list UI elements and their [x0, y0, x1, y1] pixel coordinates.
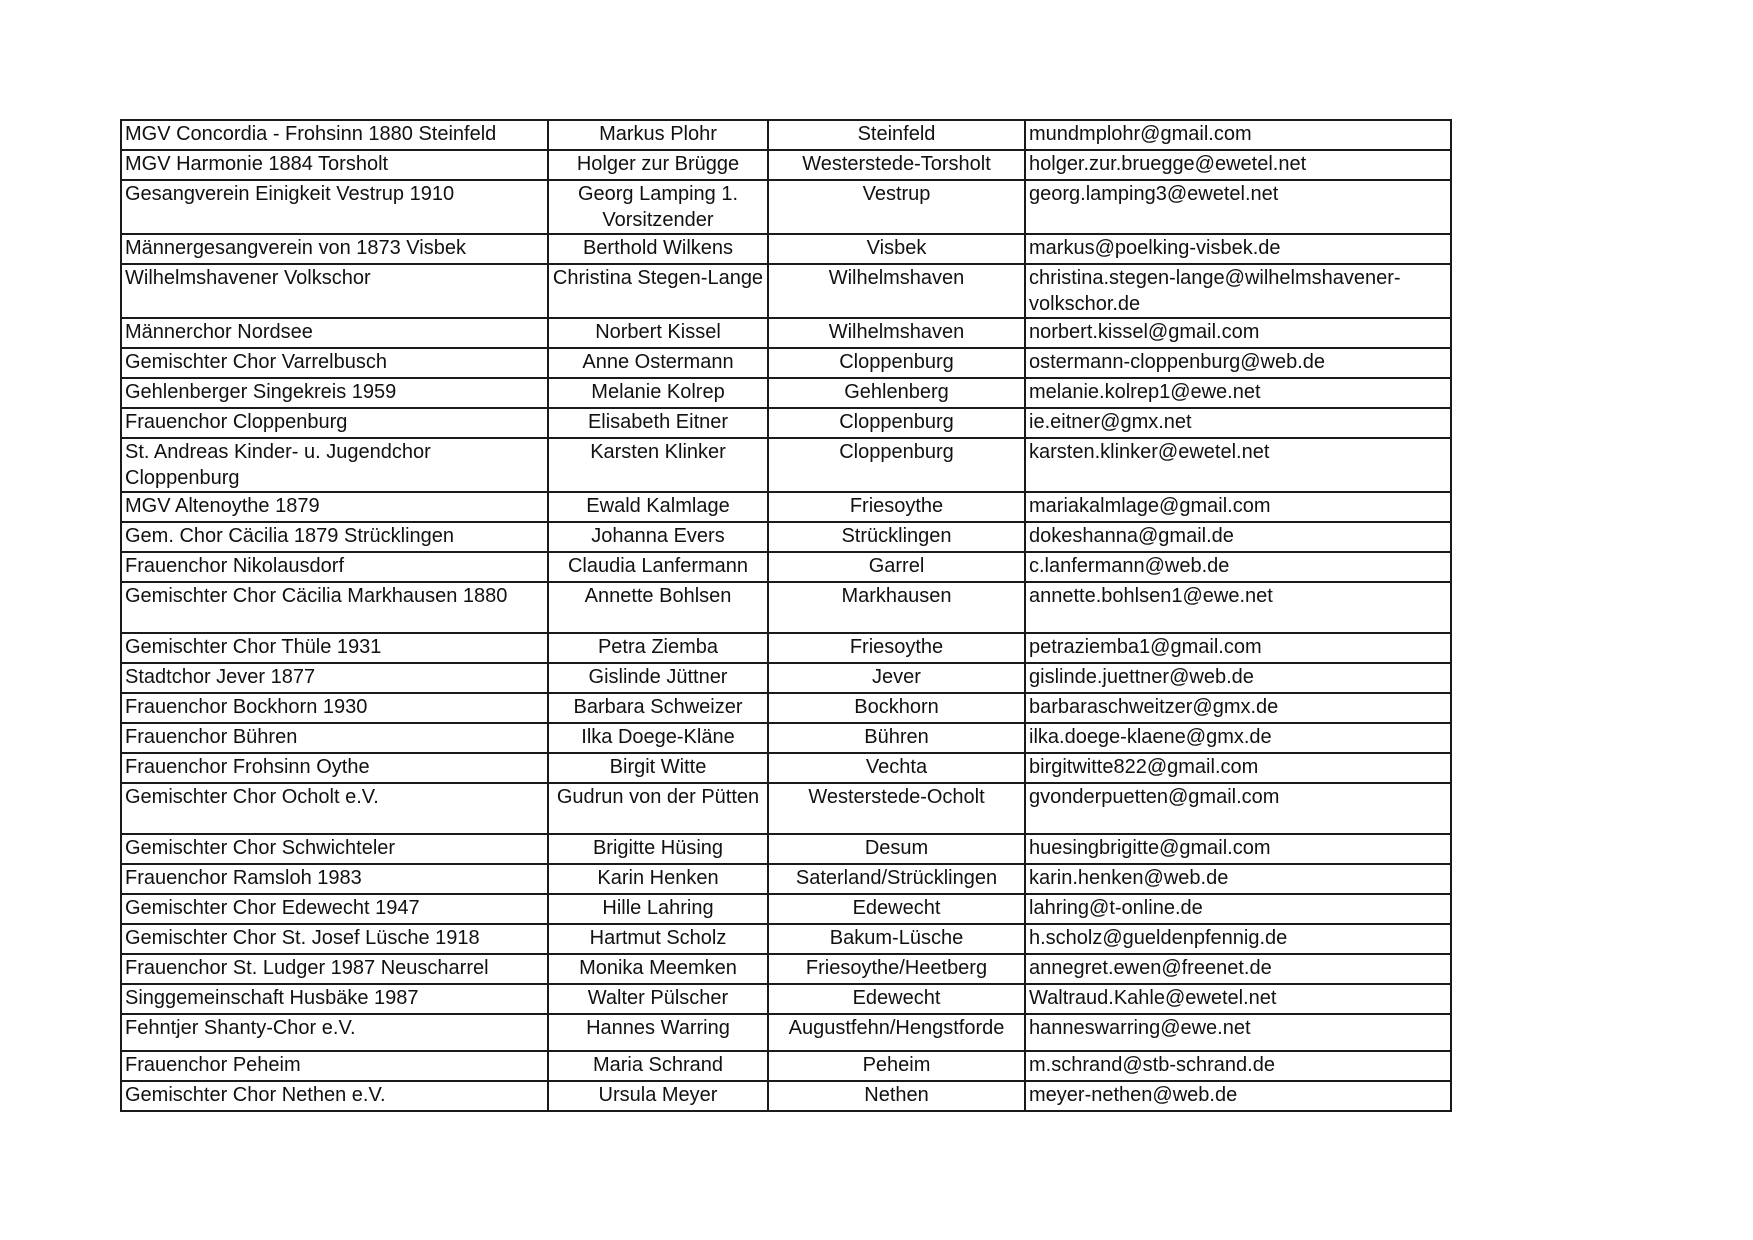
- location-cell: Bakum-Lüsche: [768, 924, 1025, 954]
- choir-name-cell: Gesangverein Einigkeit Vestrup 1910: [121, 180, 548, 234]
- choir-name-cell: Gemischter Chor Thüle 1931: [121, 633, 548, 663]
- choir-name-cell: Frauenchor Bockhorn 1930: [121, 693, 548, 723]
- table-row: [121, 894, 1451, 924]
- email-cell: h.scholz@gueldenpfennig.de: [1025, 924, 1451, 954]
- location-cell: Vestrup: [768, 180, 1025, 234]
- choir-name-cell: Singgemeinschaft Husbäke 1987: [121, 984, 548, 1014]
- table-row: [121, 693, 1451, 723]
- contact-person-cell: Christina Stegen-Lange: [548, 264, 768, 318]
- location-cell: Friesoythe: [768, 633, 1025, 663]
- email-cell: barbaraschweitzer@gmx.de: [1025, 693, 1451, 723]
- contact-person-cell: Hille Lahring: [548, 894, 768, 924]
- choir-name-cell: Gem. Chor Cäcilia 1879 Strücklingen: [121, 522, 548, 552]
- location-cell: Nethen: [768, 1081, 1025, 1111]
- email-cell: ie.eitner@gmx.net: [1025, 408, 1451, 438]
- contact-person-cell: Birgit Witte: [548, 753, 768, 783]
- choir-name-cell: Fehntjer Shanty-Chor e.V.: [121, 1014, 548, 1051]
- table-row: [121, 438, 1451, 492]
- location-cell: Cloppenburg: [768, 408, 1025, 438]
- contact-person-cell: Annette Bohlsen: [548, 582, 768, 633]
- location-cell: Westerstede-Ocholt: [768, 783, 1025, 834]
- table-row: [121, 1051, 1451, 1081]
- email-cell: meyer-nethen@web.de: [1025, 1081, 1451, 1111]
- table-row: [121, 753, 1451, 783]
- table-row: [121, 492, 1451, 522]
- choir-name-cell: Männerchor Nordsee: [121, 318, 548, 348]
- location-cell: Wilhelmshaven: [768, 318, 1025, 348]
- contact-person-cell: Ilka Doege-Kläne: [548, 723, 768, 753]
- choir-name-cell: Gemischter Chor St. Josef Lüsche 1918: [121, 924, 548, 954]
- location-cell: Desum: [768, 834, 1025, 864]
- location-cell: Markhausen: [768, 582, 1025, 633]
- table-row: [121, 264, 1451, 318]
- email-cell: m.schrand@stb-schrand.de: [1025, 1051, 1451, 1081]
- location-cell: Visbek: [768, 234, 1025, 264]
- location-cell: Friesoythe: [768, 492, 1025, 522]
- contact-person-cell: Claudia Lanfermann: [548, 552, 768, 582]
- table-row: [121, 522, 1451, 552]
- contact-person-cell: Gislinde Jüttner: [548, 663, 768, 693]
- choir-contact-table: [120, 119, 1452, 1112]
- contact-person-cell: Ewald Kalmlage: [548, 492, 768, 522]
- email-cell: georg.lamping3@ewetel.net: [1025, 180, 1451, 234]
- location-cell: Gehlenberg: [768, 378, 1025, 408]
- email-cell: ostermann-cloppenburg@web.de: [1025, 348, 1451, 378]
- location-cell: Garrel: [768, 552, 1025, 582]
- contact-person-cell: Georg Lamping 1. Vorsitzender: [548, 180, 768, 234]
- contact-person-cell: Monika Meemken: [548, 954, 768, 984]
- choir-name-cell: Gemischter Chor Schwichteler: [121, 834, 548, 864]
- location-cell: Jever: [768, 663, 1025, 693]
- table-body: [121, 120, 1451, 1111]
- email-cell: holger.zur.bruegge@ewetel.net: [1025, 150, 1451, 180]
- email-cell: norbert.kissel@gmail.com: [1025, 318, 1451, 348]
- choir-name-cell: Gemischter Chor Varrelbusch: [121, 348, 548, 378]
- choir-name-cell: MGV Concordia - Frohsinn 1880 Steinfeld: [121, 120, 548, 150]
- location-cell: Steinfeld: [768, 120, 1025, 150]
- email-cell: c.lanfermann@web.de: [1025, 552, 1451, 582]
- choir-name-cell: Gemischter Chor Ocholt e.V.: [121, 783, 548, 834]
- choir-name-cell: Frauenchor Cloppenburg: [121, 408, 548, 438]
- contact-person-cell: Johanna Evers: [548, 522, 768, 552]
- contact-person-cell: Karsten Klinker: [548, 438, 768, 492]
- email-cell: melanie.kolrep1@ewe.net: [1025, 378, 1451, 408]
- email-cell: annegret.ewen@freenet.de: [1025, 954, 1451, 984]
- choir-name-cell: MGV Altenoythe 1879: [121, 492, 548, 522]
- email-cell: petraziemba1@gmail.com: [1025, 633, 1451, 663]
- contact-person-cell: Anne Ostermann: [548, 348, 768, 378]
- choir-name-cell: Frauenchor Peheim: [121, 1051, 548, 1081]
- table-row: [121, 984, 1451, 1014]
- table-row: [121, 120, 1451, 150]
- location-cell: Cloppenburg: [768, 438, 1025, 492]
- contact-person-cell: Berthold Wilkens: [548, 234, 768, 264]
- contact-person-cell: Melanie Kolrep: [548, 378, 768, 408]
- email-cell: huesingbrigitte@gmail.com: [1025, 834, 1451, 864]
- contact-person-cell: Maria Schrand: [548, 1051, 768, 1081]
- choir-name-cell: Männergesangverein von 1873 Visbek: [121, 234, 548, 264]
- location-cell: Edewecht: [768, 894, 1025, 924]
- choir-name-cell: Frauenchor Nikolausdorf: [121, 552, 548, 582]
- email-cell: ilka.doege-klaene@gmx.de: [1025, 723, 1451, 753]
- contact-person-cell: Barbara Schweizer: [548, 693, 768, 723]
- choir-name-cell: MGV Harmonie 1884 Torsholt: [121, 150, 548, 180]
- contact-person-cell: Elisabeth Eitner: [548, 408, 768, 438]
- table-row: [121, 378, 1451, 408]
- choir-name-cell: Stadtchor Jever 1877: [121, 663, 548, 693]
- email-cell: birgitwitte822@gmail.com: [1025, 753, 1451, 783]
- table-row: [121, 834, 1451, 864]
- email-cell: karsten.klinker@ewetel.net: [1025, 438, 1451, 492]
- contact-person-cell: Gudrun von der Pütten: [548, 783, 768, 834]
- table-row: [121, 318, 1451, 348]
- contact-person-cell: Markus Plohr: [548, 120, 768, 150]
- table-row: [121, 954, 1451, 984]
- choir-name-cell: Frauenchor Frohsinn Oythe: [121, 753, 548, 783]
- location-cell: Vechta: [768, 753, 1025, 783]
- contact-person-cell: Hartmut Scholz: [548, 924, 768, 954]
- choir-name-cell: Frauenchor St. Ludger 1987 Neuscharrel: [121, 954, 548, 984]
- contact-person-cell: Petra Ziemba: [548, 633, 768, 663]
- contact-person-cell: Hannes Warring: [548, 1014, 768, 1051]
- table-row: [121, 1014, 1451, 1051]
- email-cell: dokeshanna@gmail.de: [1025, 522, 1451, 552]
- table-row: [121, 723, 1451, 753]
- table-row: [121, 864, 1451, 894]
- email-cell: lahring@t-online.de: [1025, 894, 1451, 924]
- table-row: [121, 552, 1451, 582]
- table-row: [121, 150, 1451, 180]
- location-cell: Augustfehn/Hengstforde: [768, 1014, 1025, 1051]
- contact-person-cell: Ursula Meyer: [548, 1081, 768, 1111]
- choir-name-cell: Frauenchor Ramsloh 1983: [121, 864, 548, 894]
- location-cell: Edewecht: [768, 984, 1025, 1014]
- table-row: [121, 633, 1451, 663]
- email-cell: Waltraud.Kahle@ewetel.net: [1025, 984, 1451, 1014]
- email-cell: karin.henken@web.de: [1025, 864, 1451, 894]
- contact-person-cell: Holger zur Brügge: [548, 150, 768, 180]
- choir-name-cell: Wilhelmshavener Volkschor: [121, 264, 548, 318]
- table-row: [121, 783, 1451, 834]
- email-cell: mariakalmlage@gmail.com: [1025, 492, 1451, 522]
- contact-person-cell: Karin Henken: [548, 864, 768, 894]
- table-row: [121, 234, 1451, 264]
- email-cell: markus@poelking-visbek.de: [1025, 234, 1451, 264]
- location-cell: Saterland/Strücklingen: [768, 864, 1025, 894]
- table-row: [121, 1081, 1451, 1111]
- table-row: [121, 582, 1451, 633]
- email-cell: gislinde.juettner@web.de: [1025, 663, 1451, 693]
- email-cell: christina.stegen-lange@wilhelmshavener-volkschor.de: [1025, 264, 1451, 318]
- choir-name-cell: Gemischter Chor Nethen e.V.: [121, 1081, 548, 1111]
- contact-person-cell: Norbert Kissel: [548, 318, 768, 348]
- email-cell: annette.bohlsen1@ewe.net: [1025, 582, 1451, 633]
- location-cell: Bockhorn: [768, 693, 1025, 723]
- choir-name-cell: Gemischter Chor Cäcilia Markhausen 1880: [121, 582, 548, 633]
- choir-name-cell: Gehlenberger Singekreis 1959: [121, 378, 548, 408]
- location-cell: Bühren: [768, 723, 1025, 753]
- table-row: [121, 663, 1451, 693]
- contact-person-cell: Walter Pülscher: [548, 984, 768, 1014]
- location-cell: Cloppenburg: [768, 348, 1025, 378]
- email-cell: hanneswarring@ewe.net: [1025, 1014, 1451, 1051]
- table-row: [121, 924, 1451, 954]
- location-cell: Friesoythe/Heetberg: [768, 954, 1025, 984]
- choir-name-cell: Gemischter Chor Edewecht 1947: [121, 894, 548, 924]
- location-cell: Strücklingen: [768, 522, 1025, 552]
- location-cell: Westerstede-Torsholt: [768, 150, 1025, 180]
- table-row: [121, 180, 1451, 234]
- contact-person-cell: Brigitte Hüsing: [548, 834, 768, 864]
- table-row: [121, 408, 1451, 438]
- choir-name-cell: Frauenchor Bühren: [121, 723, 548, 753]
- table-row: [121, 348, 1451, 378]
- email-cell: gvonderpuetten@gmail.com: [1025, 783, 1451, 834]
- email-cell: mundmplohr@gmail.com: [1025, 120, 1451, 150]
- choir-name-cell: St. Andreas Kinder- u. Jugendchor Cloppenburg: [121, 438, 548, 492]
- location-cell: Peheim: [768, 1051, 1025, 1081]
- location-cell: Wilhelmshaven: [768, 264, 1025, 318]
